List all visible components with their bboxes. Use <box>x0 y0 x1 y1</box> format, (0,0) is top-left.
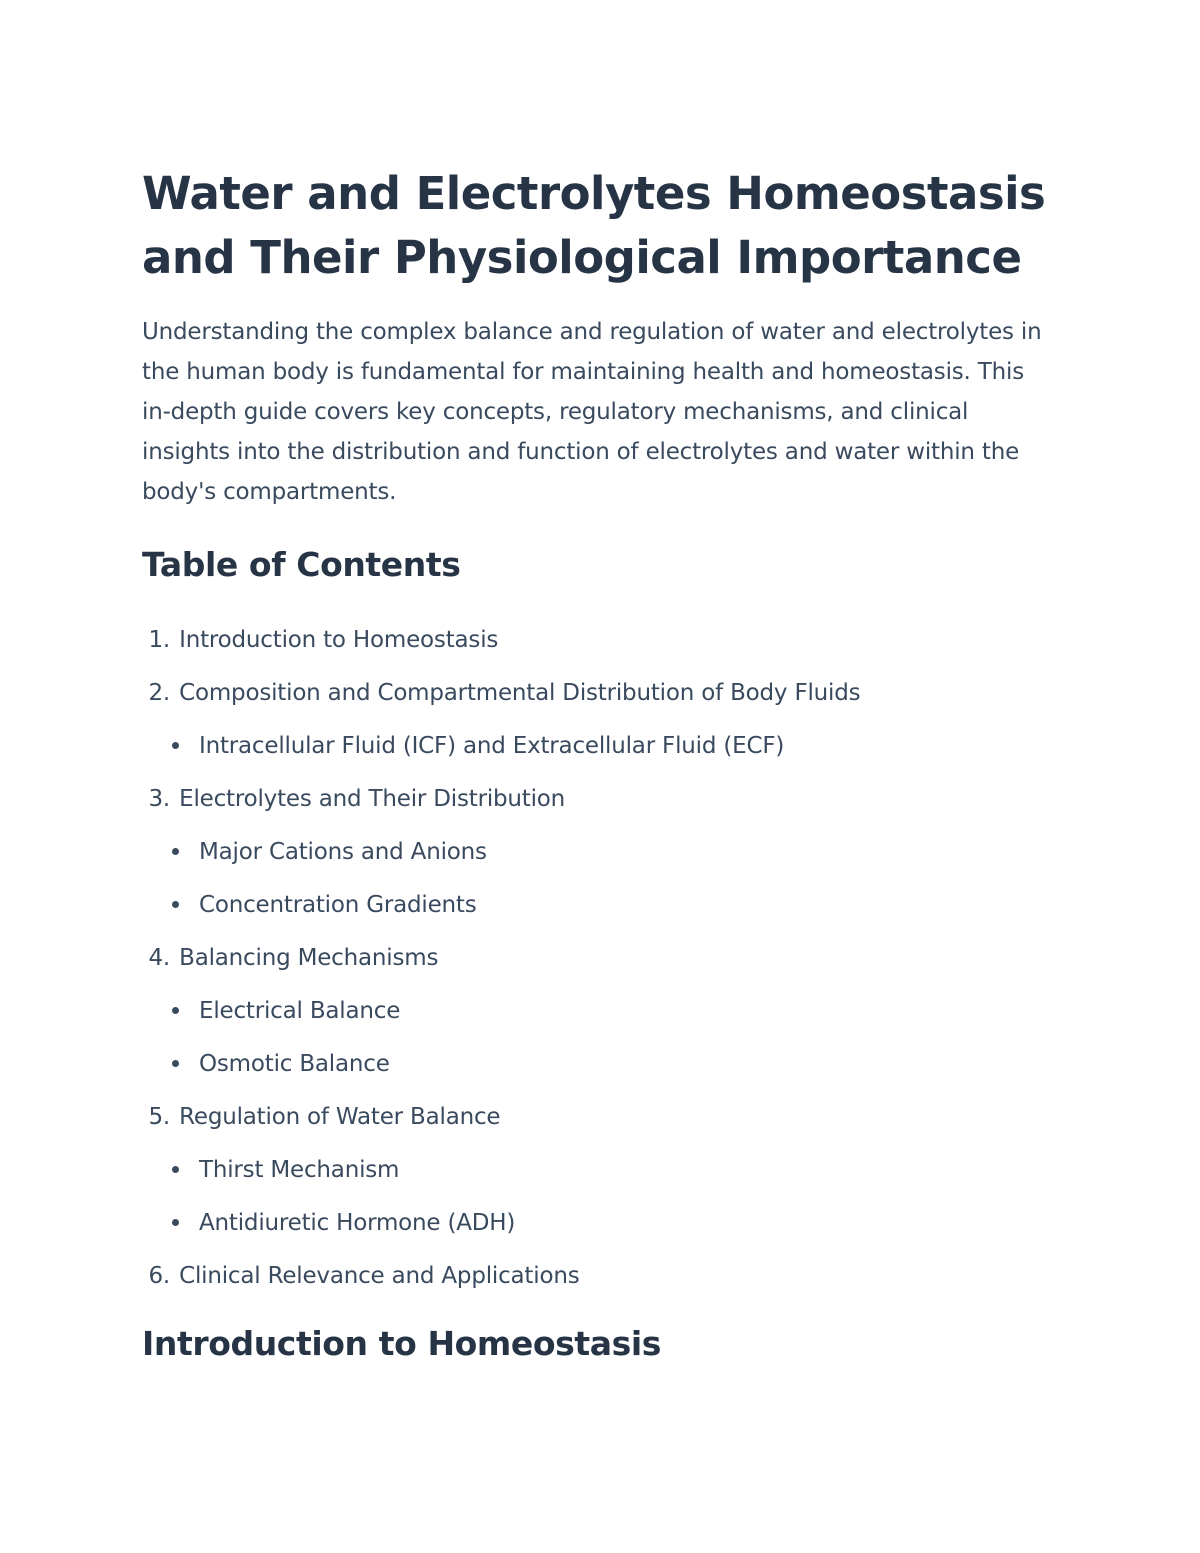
toc-link[interactable]: Composition and Compartmental Distribution of Body Fluids <box>179 680 861 706</box>
bullet-icon <box>172 1219 179 1226</box>
toc-item-5[interactable] <box>142 1091 1052 1144</box>
bullet-icon <box>172 1007 179 1014</box>
toc-sublink[interactable]: Osmotic Balance <box>199 1051 390 1077</box>
toc-subitem[interactable] <box>142 1144 1052 1197</box>
toc-subitem[interactable] <box>142 826 1052 879</box>
toc-link[interactable]: Regulation of Water Balance <box>179 1104 501 1130</box>
toc-number: 1. <box>148 627 170 653</box>
toc-item-1[interactable] <box>142 614 1052 667</box>
toc-subitem[interactable] <box>142 1038 1052 1091</box>
intro-paragraph: Understanding the complex balance and regulation of water and electrolytes in the human body is fundamental for maintaining health and homeostasis. This in-depth guide covers key concepts, regulatory mechanisms, and clinical insights into the distribution and function of electrolytes and water within the body's compartments. <box>142 319 1042 505</box>
page-title: Water and Electrolytes Homeostasis and Their Physiological Importance <box>142 167 1046 284</box>
toc-link[interactable]: Electrolytes and Their Distribution <box>179 786 566 812</box>
toc-number: 3. <box>148 786 170 812</box>
toc-link[interactable]: Introduction to Homeostasis <box>179 627 499 653</box>
toc-item-6[interactable] <box>142 1250 1052 1303</box>
document-page <box>142 162 1052 1369</box>
bullet-icon <box>172 1166 179 1173</box>
toc-subitem[interactable] <box>142 985 1052 1038</box>
bullet-icon <box>172 848 179 855</box>
toc-item-2[interactable] <box>142 667 1052 720</box>
toc-sublink[interactable]: Major Cations and Anions <box>199 839 487 865</box>
toc-heading: Table of Contents <box>142 545 461 584</box>
toc-subitem[interactable] <box>142 720 1052 773</box>
toc-number: 2. <box>148 680 170 706</box>
toc-sublink[interactable]: Antidiuretic Hormone (ADH) <box>199 1210 516 1236</box>
toc-link[interactable]: Balancing Mechanisms <box>179 945 439 971</box>
toc-sublink[interactable]: Thirst Mechanism <box>199 1157 400 1183</box>
toc-link[interactable]: Clinical Relevance and Applications <box>179 1263 580 1289</box>
toc-item-3[interactable] <box>142 773 1052 826</box>
toc-sublink[interactable]: Concentration Gradients <box>199 892 477 918</box>
section-heading-introduction: Introduction to Homeostasis <box>142 1324 662 1363</box>
toc-item-4[interactable] <box>142 932 1052 985</box>
table-of-contents <box>142 614 1052 1303</box>
toc-subitem[interactable] <box>142 1197 1052 1250</box>
toc-number: 5. <box>148 1104 170 1130</box>
bullet-icon <box>172 901 179 908</box>
toc-subitem[interactable] <box>142 879 1052 932</box>
bullet-icon <box>172 742 179 749</box>
bullet-icon <box>172 1060 179 1067</box>
toc-sublink[interactable]: Electrical Balance <box>199 998 401 1024</box>
toc-number: 4. <box>148 945 170 971</box>
toc-number: 6. <box>148 1263 170 1289</box>
toc-sublink[interactable]: Intracellular Fluid (ICF) and Extracellular Fluid (ECF) <box>199 733 785 759</box>
